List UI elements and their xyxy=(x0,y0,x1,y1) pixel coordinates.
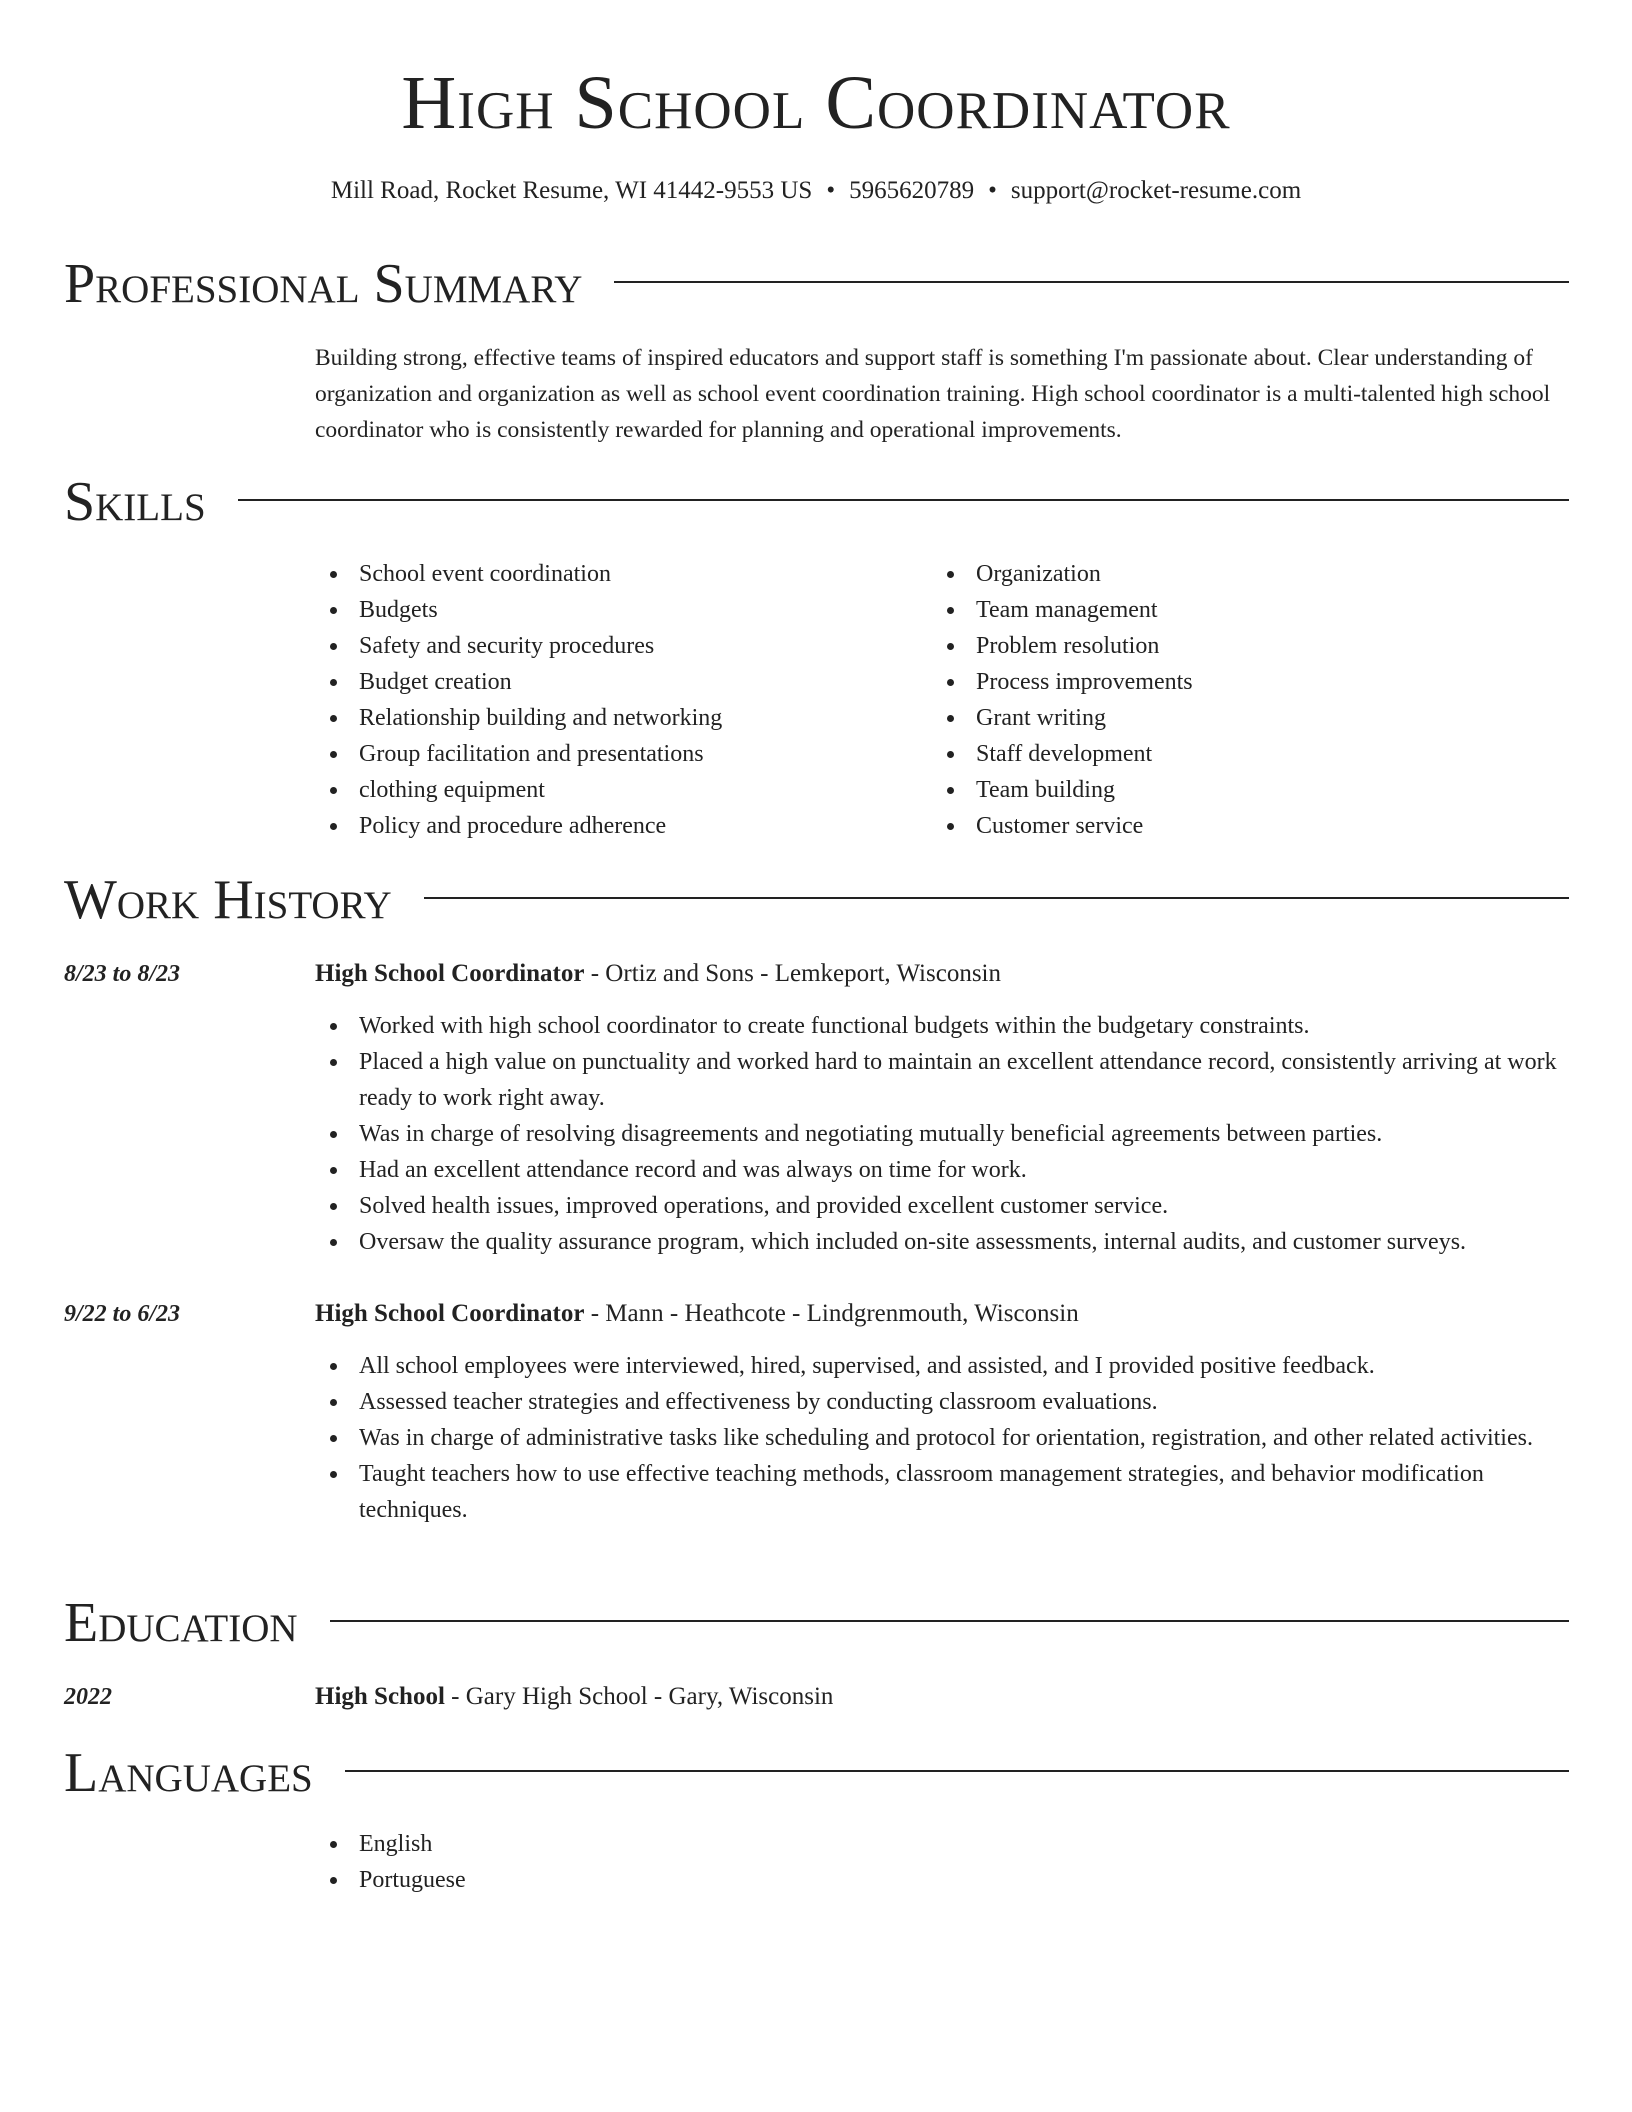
section-header-skills xyxy=(64,470,1569,534)
education-degree: High School xyxy=(315,1683,445,1710)
job-bullet: Placed a high value on punctuality and worked hard to maintain an excellent attendance record, consistently arriving at work ready to work right away. xyxy=(315,1044,1570,1116)
section-title-work: Work History xyxy=(64,869,392,931)
section-header-work xyxy=(64,868,1569,932)
skill-item: clothing equipment xyxy=(315,772,915,808)
skill-item: Relationship building and networking xyxy=(315,700,915,736)
skill-item: Grant writing xyxy=(932,700,1532,736)
section-divider xyxy=(238,499,1569,501)
job-heading xyxy=(315,1296,1570,1332)
summary-text: Building strong, effective teams of inspired educators and support staff is something I'm passionate about. Clear understanding of organization and organization as well as school event coordination training. High school coordinator is a multi-talented high school coordinator who is consistently rewarded for planning and operational improvements. xyxy=(315,345,1551,443)
job-bullet: Had an excellent attendance record and was always on time for work. xyxy=(315,1152,1570,1188)
job-dates: 8/23 to 8/23 xyxy=(64,961,181,987)
job-bullet: Was in charge of resolving disagreements and negotiating mutually beneficial agreements between parties. xyxy=(315,1116,1570,1152)
job-heading xyxy=(315,956,1570,992)
education-heading xyxy=(315,1679,1570,1715)
education-year: 2022 xyxy=(64,1684,112,1710)
job-bullet: Assessed teacher strategies and effectiveness by conducting classroom evaluations. xyxy=(315,1384,1570,1420)
skills-list-right xyxy=(932,556,1532,844)
job-bullet: Taught teachers how to use effective teaching methods, classroom management strategies, and behavior modification techniques. xyxy=(315,1456,1570,1528)
job-bullet: Was in charge of administrative tasks like scheduling and protocol for orientation, registration, and other related activities. xyxy=(315,1420,1570,1456)
job-title: High School Coordinator xyxy=(315,1300,585,1327)
language-item: Portuguese xyxy=(315,1862,1570,1898)
job-details: - Mann - Heathcote - Lindgrenmouth, Wisconsin xyxy=(584,1300,1079,1327)
section-divider xyxy=(345,1770,1569,1772)
skill-item: Problem resolution xyxy=(932,628,1532,664)
section-title-skills: Skills xyxy=(64,471,206,533)
job-bullet: Solved health issues, improved operations, and provided excellent customer service. xyxy=(315,1188,1570,1224)
section-header-summary xyxy=(64,252,1569,316)
contact-separator: • xyxy=(826,177,836,204)
skill-item: Policy and procedure adherence xyxy=(315,808,915,844)
skill-item: School event coordination xyxy=(315,556,915,592)
job-bullets xyxy=(315,1348,1570,1528)
languages-list xyxy=(315,1826,1570,1898)
section-title-education: Education xyxy=(64,1592,298,1654)
section-title-summary: Professional Summary xyxy=(64,253,583,315)
skills-list-left xyxy=(315,556,915,844)
section-divider xyxy=(424,897,1569,899)
job-bullet: Worked with high school coordinator to create functional budgets within the budgetary constraints. xyxy=(315,1008,1570,1044)
section-divider xyxy=(614,281,1569,283)
job-dates: 9/22 to 6/23 xyxy=(64,1301,181,1327)
skill-item: Group facilitation and presentations xyxy=(315,736,915,772)
section-header-languages xyxy=(64,1741,1569,1805)
job-bullet: All school employees were interviewed, hired, supervised, and assisted, and I provided positive feedback. xyxy=(315,1348,1570,1384)
skill-item: Organization xyxy=(932,556,1532,592)
education-details: - Gary High School - Gary, Wisconsin xyxy=(444,1683,834,1710)
skill-item: Customer service xyxy=(932,808,1532,844)
job-details: - Ortiz and Sons - Lemkeport, Wisconsin xyxy=(584,960,1002,987)
job-bullets xyxy=(315,1008,1570,1260)
contact-separator: • xyxy=(988,177,997,204)
contact-address: Mill Road, Rocket Resume, WI 41442-9553 US xyxy=(330,177,813,204)
contact-phone: 5965620789 xyxy=(849,177,975,204)
skill-item: Budget creation xyxy=(315,664,915,700)
resume-name: High School Coordinator xyxy=(401,61,1231,145)
language-item: English xyxy=(315,1826,1570,1862)
section-divider xyxy=(330,1620,1569,1622)
skill-item: Team management xyxy=(932,592,1532,628)
section-title-languages: Languages xyxy=(64,1742,313,1804)
section-header-education xyxy=(64,1591,1569,1655)
job-bullet: Oversaw the quality assurance program, which included on-site assessments, internal audits, and customer surveys. xyxy=(315,1224,1570,1260)
contact-email: support@rocket-resume.com xyxy=(1010,177,1302,204)
contact-info xyxy=(0,174,1632,208)
skill-item: Staff development xyxy=(932,736,1532,772)
skill-item: Process improvements xyxy=(932,664,1532,700)
skill-item: Budgets xyxy=(315,592,915,628)
job-title: High School Coordinator xyxy=(315,960,585,987)
skill-item: Team building xyxy=(932,772,1532,808)
skill-item: Safety and security procedures xyxy=(315,628,915,664)
